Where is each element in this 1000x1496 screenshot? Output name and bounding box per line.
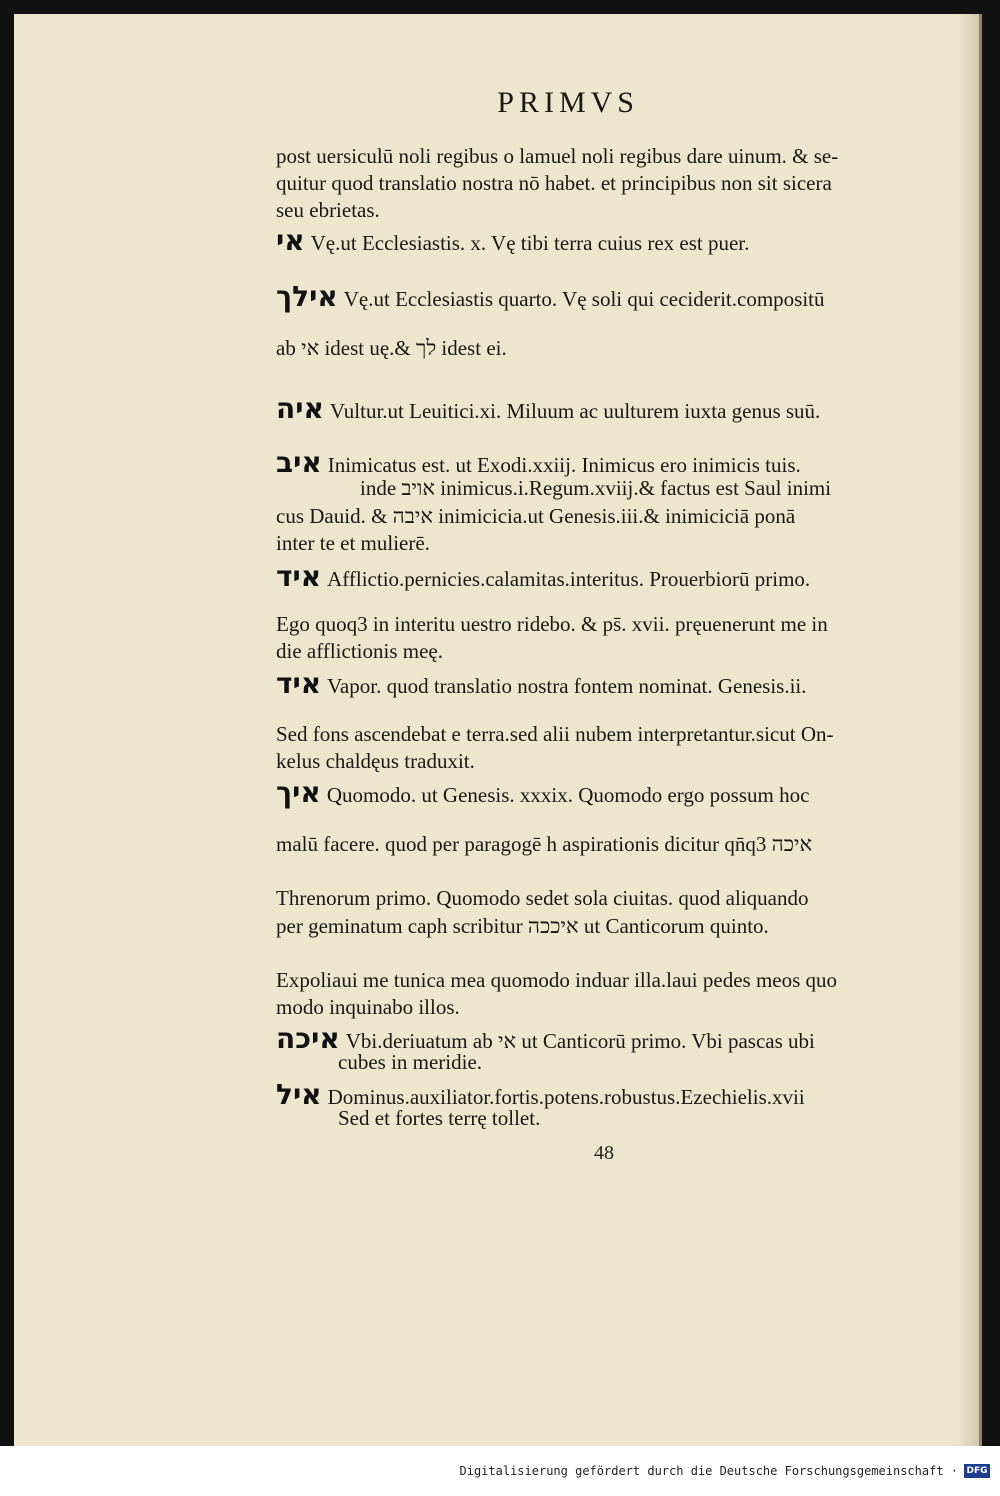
hebrew-headword: אילך (276, 280, 338, 313)
text-line: malū facere. quod per paragogē h aspirationis dicitur qn̄q3 איכה (276, 832, 813, 856)
text-line: Sed et fortes terrę tollet. (338, 1106, 541, 1130)
text-line: modo inquinabo illos. (276, 995, 460, 1019)
text-line: inter te et mulierē. (276, 531, 430, 555)
entry-line: איד Vapor. quod translatio nostra fontem nominat. Genesis.ii. (276, 667, 807, 700)
hebrew-headword: איד (276, 560, 322, 593)
text-line: Sed fons ascendebat e terra.sed alii nubem interpretantur.sicut On- (276, 722, 834, 746)
text-line: post uersiculū noli regibus o lamuel noli regibus dare uinum. & se- (276, 144, 839, 168)
dfg-logo-icon: DFG (964, 1464, 990, 1478)
text-line: Threnorum primo. Quomodo sedet sola ciuitas. quod aliquando (276, 886, 809, 910)
text-line: cus Dauid. & איבה inimicicia.ut Genesis.iii.& inimiciciā ponā (276, 504, 796, 528)
text-line: die afflictionis meę. (276, 639, 443, 663)
hebrew-headword: איה (276, 392, 324, 425)
book-page (14, 14, 982, 1464)
page-heading: PRIMVS (497, 86, 639, 119)
text-line: ab אי idest uę.& לך idest ei. (276, 336, 507, 360)
entry-line: איך Quomodo. ut Genesis. xxxix. Quomodo ergo possum hoc (276, 776, 810, 809)
entry-line: אי Vę.ut Ecclesiastis. x. Vę tibi terra cuius rex est puer. (276, 224, 750, 257)
text-line: per geminatum caph scribitur איככה ut Canticorum quinto. (276, 914, 769, 938)
text-line: seu ebrietas. (276, 198, 380, 222)
entry-line: איב Inimicatus est. ut Exodi.xxiij. Inimicus ero inimicis tuis. (276, 446, 801, 479)
hebrew-headword: איכה (276, 1022, 340, 1055)
entry-line: איכה Vbi.deriuatum ab אי ut Canticorū primo. Vbi pascas ubi (276, 1022, 815, 1055)
text-line: Ego quoq3 in interitu uestro ridebo. & ps̄. xvii. pręuenerunt me in (276, 612, 828, 636)
hebrew-headword: איל (276, 1078, 322, 1111)
entry-line: איד Afflictio.pernicies.calamitas.interitus. Prouerbiorū primo. (276, 560, 811, 593)
digitization-footer (0, 1446, 1000, 1496)
text-line: cubes in meridie. (338, 1050, 483, 1074)
text-line: inde אויב inimicus.i.Regum.xviij.& factus est Saul inimi (360, 476, 832, 500)
text-line: Expoliaui me tunica mea quomodo induar illa.laui pedes meos quo (276, 968, 838, 992)
page-fold-shadow (957, 14, 979, 1464)
funding-credit: Digitalisierung gefördert durch die Deutsche Forschungsgemeinschaft · (459, 1464, 958, 1478)
page-number: 48 (594, 1142, 614, 1164)
entry-line: איל Dominus.auxiliator.fortis.potens.robustus.Ezechielis.xvii (276, 1078, 805, 1111)
hebrew-headword: איד (276, 667, 322, 700)
hebrew-headword: איב (276, 446, 322, 479)
entry-line: איה Vultur.ut Leuitici.xi. Miluum ac uulturem iuxta genus suū. (276, 392, 821, 425)
text-line: kelus chaldęus traduxit. (276, 749, 475, 773)
hebrew-headword: אי (276, 224, 305, 257)
entry-line: אילך Vę.ut Ecclesiastis quarto. Vę soli qui ceciderit.compositū (276, 280, 825, 313)
text-line: quitur quod translatio nostra nō habet. et principibus non sit sicera (276, 171, 832, 195)
hebrew-headword: איך (276, 776, 321, 809)
